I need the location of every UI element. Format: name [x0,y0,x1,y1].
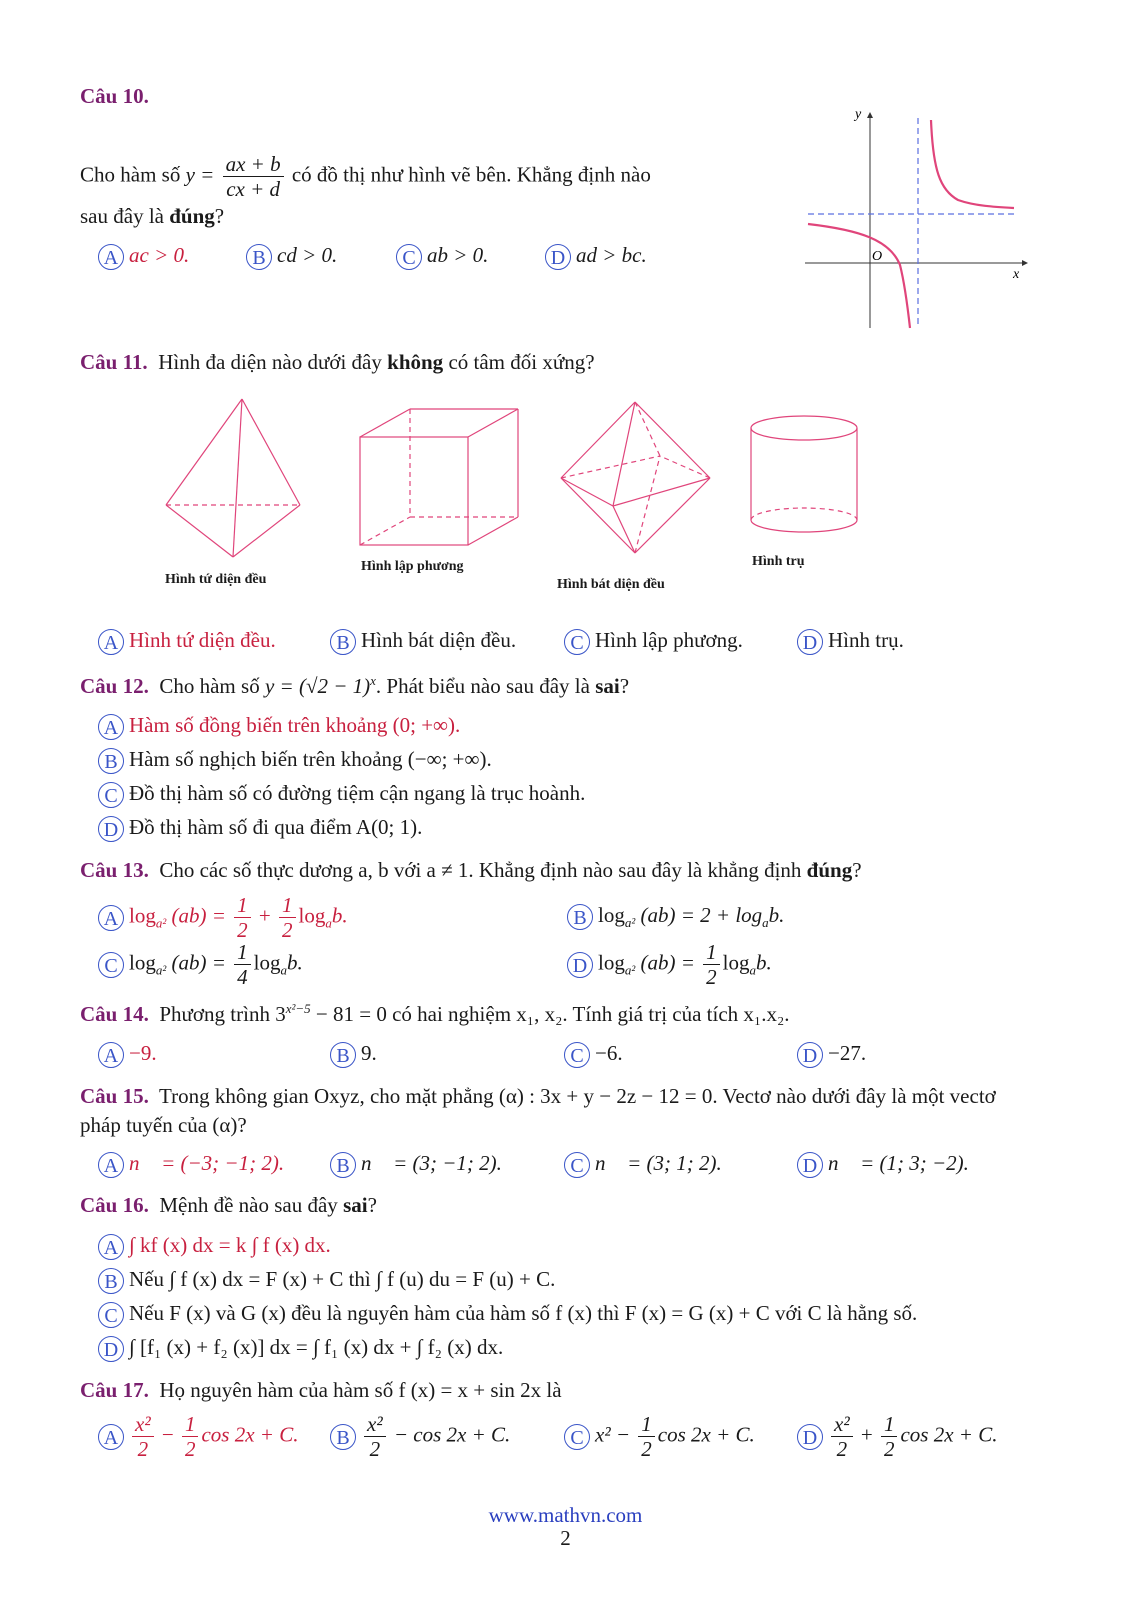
q15-option-a[interactable]: A n⃗ = (−3; −1; 2). [98,1151,284,1178]
cylinder-figure [745,410,865,540]
x-axis-label: x [1013,267,1020,282]
option-letter-d: D [797,1152,823,1178]
option-letter-b: B [330,629,356,655]
y-axis-label: y [855,107,862,122]
q13-option-d[interactable]: D $\log_{a^2} (ab)$ = $\frac{1}{2}$ $\log_ab$. [567,940,772,989]
footer-url-link[interactable]: www.mathvn.com [488,1503,643,1527]
q17-option-b[interactable]: B $\frac{\text{x²}}{2}$ − cos 2x + C. [330,1412,510,1461]
q17-label: Câu 17. [80,1378,149,1402]
q12-stem: Câu 12. Cho hàm số $y = (√2 - 1)^x$. Phát biểu nào sau đây là sai? [80,673,630,698]
option-letter-d: D [567,952,593,978]
q15-label: Câu 15. [80,1084,149,1108]
q17-option-a[interactable]: A $\frac{\text{x²}}{2}$ − $\frac{1}{2}$ cos 2x + C. [98,1412,298,1461]
option-letter-c: C [98,782,124,808]
q16-label: Câu 16. [80,1193,149,1217]
q16-stem: Câu 16. Mệnh đề nào sau đây sai? [80,1193,377,1217]
x-axis-arrow-icon [1022,260,1028,266]
q13-option-c[interactable]: C $\log_{a^2} (ab)$ = $\frac{1}{4}$ $\log_ab$. [98,940,303,989]
q17-option-c[interactable]: C x² − $\frac{1}{2}$ cos 2x + C. [564,1412,755,1461]
option-letter-d: D [797,629,823,655]
q12-option-b[interactable]: B Hàm số nghịch biến trên khoảng (−∞; +∞). [98,747,492,774]
option-letter-b: B [567,904,593,930]
q12-option-a[interactable]: A Hàm số đồng biến trên khoảng (0; +∞). [98,713,460,740]
figure-label-cylinder: Hình trụ [752,554,805,569]
option-letter-a: A [98,714,124,740]
q11-stem: Câu 11. Hình đa diện nào dưới đây không có tâm đối xứng? [80,350,595,374]
q10-stem-line2: sau đây là đúng? [80,204,225,228]
q10-stem: Cho hàm số y = $\frac{ax + b}{cx + d}$ có đồ thị như hình vẽ bên. Khẳng định nào [80,152,651,201]
option-letter-c: C [98,1302,124,1328]
option-letter-b: B [330,1424,356,1450]
option-letter-a: A [98,1152,124,1178]
q12-option-c[interactable]: C Đồ thị hàm số có đường tiệm cận ngang là trục hoành. [98,781,585,808]
page-number: 2 [560,1526,571,1550]
right-branch [931,120,1014,208]
q10-option-b[interactable]: B cd > 0. [246,243,337,270]
q14-stem: Câu 14. Phương trình $3^{x^2-5} - 81 = 0$ có hai nghiệm x₁, x₂. Tính giá trị của tích x₁.x₂. [80,1001,790,1026]
q14-option-d[interactable]: D −27. [797,1041,866,1068]
option-letter-d: D [545,244,571,270]
option-letter-d: D [98,1336,124,1362]
q16-option-a[interactable]: A ∫ kf (x) dx = k ∫ f (x) dx. [98,1233,331,1260]
left-branch [808,224,910,328]
option-letter-a: A [98,905,124,931]
option-letter-a: A [98,244,124,270]
q15-stem-line2: pháp tuyến của (α)? [80,1113,247,1137]
q12-label: Câu 12. [80,674,149,698]
option-letter-d: D [98,816,124,842]
q11-option-a[interactable]: A Hình tứ diện đều. [98,628,276,655]
option-letter-a: A [98,1234,124,1260]
option-letter-b: B [246,244,272,270]
option-letter-c: C [564,1042,590,1068]
q11-option-b[interactable]: B Hình bát diện đều. [330,628,516,655]
q17-option-d[interactable]: D $\frac{\text{x²}}{2}$ + $\frac{1}{2}$ cos 2x + C. [797,1412,997,1461]
option-letter-d: D [797,1042,823,1068]
option-letter-c: C [564,1152,590,1178]
q16-option-d[interactable]: D ∫ [f₁ (x) + f₂ (x)] dx = ∫ f₁ (x) dx + ∫ f₂ (x) dx. [98,1335,503,1362]
q15-option-c[interactable]: C n⃗ = (3; 1; 2). [564,1151,722,1178]
origin-label: O [872,249,883,264]
q17-stem: Câu 17. Họ nguyên hàm của hàm số f (x) = x + sin 2x là [80,1378,562,1402]
q11-option-d[interactable]: D Hình trụ. [797,628,904,655]
q13-option-b[interactable]: B $\log_{a^2} (ab) = 2 + \log_ab$. [567,903,784,931]
option-letter-c: C [564,1424,590,1450]
figure-label-cube: Hình lập phương [361,559,464,574]
octahedron-figure [555,398,720,558]
q15-option-b[interactable]: B n⃗ = (3; −1; 2). [330,1151,502,1178]
q11-option-c[interactable]: C Hình lập phương. [564,628,743,655]
q16-option-c[interactable]: C Nếu F (x) và G (x) đều là nguyên hàm của hàm số f (x) thì F (x) = G (x) + C với C là hằng số. [98,1301,917,1328]
q15-option-d[interactable]: D n⃗ = (1; 3; −2). [797,1151,969,1178]
q10-option-a[interactable]: A ac > 0. [98,243,189,270]
option-letter-b: B [98,1268,124,1294]
option-letter-c: C [564,629,590,655]
q10-option-d[interactable]: D ad > bc. [545,243,647,270]
q13-option-a[interactable]: A $\log_{a^2} (ab)$ = $\frac{1}{2}$ + $\frac{1}{2}$ $\log_ab$. [98,893,348,942]
q16-option-b[interactable]: B Nếu ∫ f (x) dx = F (x) + C thì ∫ f (u) du = F (u) + C. [98,1267,555,1294]
q10-option-c[interactable]: C ab > 0. [396,243,488,270]
q15-stem: Câu 15. Trong không gian Oxyz, cho mặt phẳng (α) : 3x + y − 2z − 12 = 0. Vectơ nào dưới đây là một vectơ [80,1084,996,1108]
option-letter-c: C [98,952,124,978]
y-axis-arrow-icon [867,112,873,118]
tetrahedron-figure [160,395,305,565]
q13-stem: Câu 13. Cho các số thực dương a, b với a ≠ 1. Khẳng định nào sau đây là khẳng định đúng? [80,858,862,882]
option-letter-d: D [797,1424,823,1450]
cube-figure [355,405,525,550]
q11-label: Câu 11. [80,350,148,374]
q14-label: Câu 14. [80,1002,149,1026]
option-letter-b: B [330,1042,356,1068]
figure-label-tetrahedron: Hình tứ diện đều [165,572,267,587]
q14-option-c[interactable]: C −6. [564,1041,623,1068]
q14-option-a[interactable]: A −9. [98,1041,157,1068]
option-letter-b: B [330,1152,356,1178]
q12-option-d[interactable]: D Đồ thị hàm số đi qua điểm A(0; 1). [98,815,422,842]
q13-label: Câu 13. [80,858,149,882]
option-letter-a: A [98,1424,124,1450]
q10-fraction: $\frac{ax + b}{cx + d}$ [223,152,284,201]
option-letter-c: C [396,244,422,270]
option-letter-b: B [98,748,124,774]
q10-label: Câu 10. [80,84,149,108]
option-letter-a: A [98,1042,124,1068]
figure-label-octahedron: Hình bát diện đều [557,577,665,592]
option-letter-a: A [98,629,124,655]
q10-hyperbola-graph [800,100,1030,335]
q14-option-b[interactable]: B 9. [330,1041,377,1068]
